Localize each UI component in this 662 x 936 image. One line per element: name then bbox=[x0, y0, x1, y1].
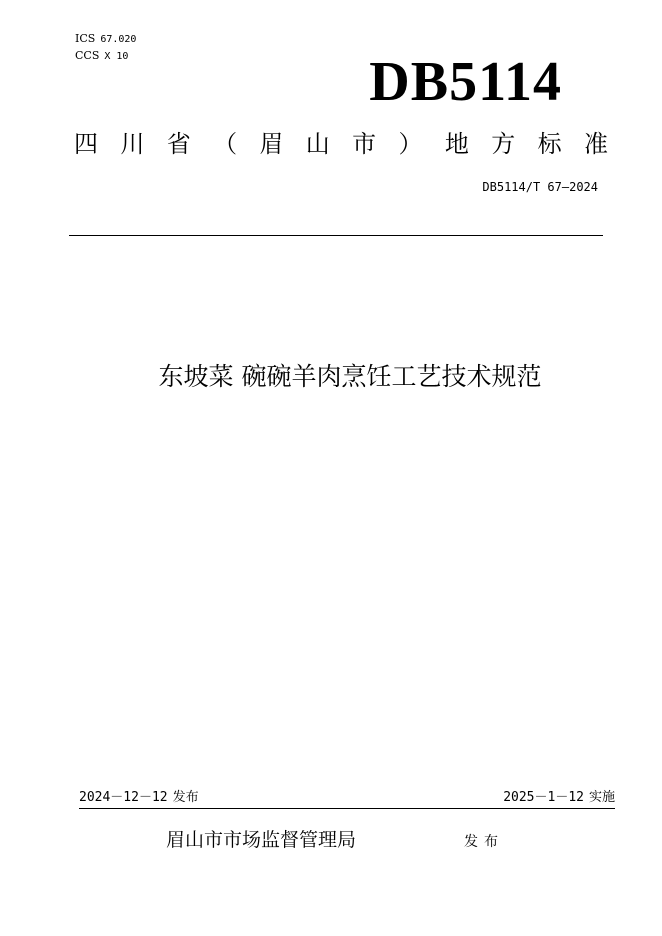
issue-date-line bbox=[79, 789, 199, 807]
category-char: 川 bbox=[120, 130, 145, 158]
ics-label: ICS bbox=[75, 32, 96, 45]
footer-divider bbox=[79, 808, 615, 809]
category-char: ） bbox=[398, 130, 423, 158]
category-char: 准 bbox=[583, 130, 608, 158]
category-char: 山 bbox=[305, 130, 330, 158]
standard-code-heading: DB5114 bbox=[369, 51, 562, 113]
issue-date: 2024－12－12 bbox=[79, 790, 168, 805]
category-char: 市 bbox=[352, 130, 377, 158]
implementation-date: 2025－1－12 bbox=[503, 790, 584, 805]
document-title: 东坡菜 碗碗羊肉烹饪工艺技术规范 bbox=[158, 362, 542, 391]
standard-number: DB5114/T 67—2024 bbox=[482, 180, 598, 194]
ccs-code: X 10 bbox=[104, 51, 129, 62]
ccs-classification bbox=[75, 49, 128, 63]
issuing-authority: 眉山市市场监督管理局 bbox=[166, 829, 357, 851]
category-char: （ bbox=[213, 130, 238, 158]
category-char: 省 bbox=[166, 130, 191, 158]
ccs-label: CCS bbox=[75, 49, 100, 62]
category-char: 眉 bbox=[259, 130, 284, 158]
implementation-label: 实施 bbox=[588, 790, 615, 805]
category-char: 四 bbox=[74, 130, 98, 158]
ics-code: 67.020 bbox=[100, 34, 137, 45]
issue-label: 发布 bbox=[172, 790, 199, 805]
category-char: 标 bbox=[537, 130, 562, 158]
issuing-action: 发布 bbox=[464, 834, 504, 850]
ics-classification bbox=[75, 32, 136, 46]
category-char: 方 bbox=[491, 130, 516, 158]
category-char: 地 bbox=[444, 130, 469, 158]
header-divider bbox=[69, 235, 603, 236]
standard-category bbox=[74, 128, 608, 160]
implementation-date-line bbox=[503, 789, 615, 807]
